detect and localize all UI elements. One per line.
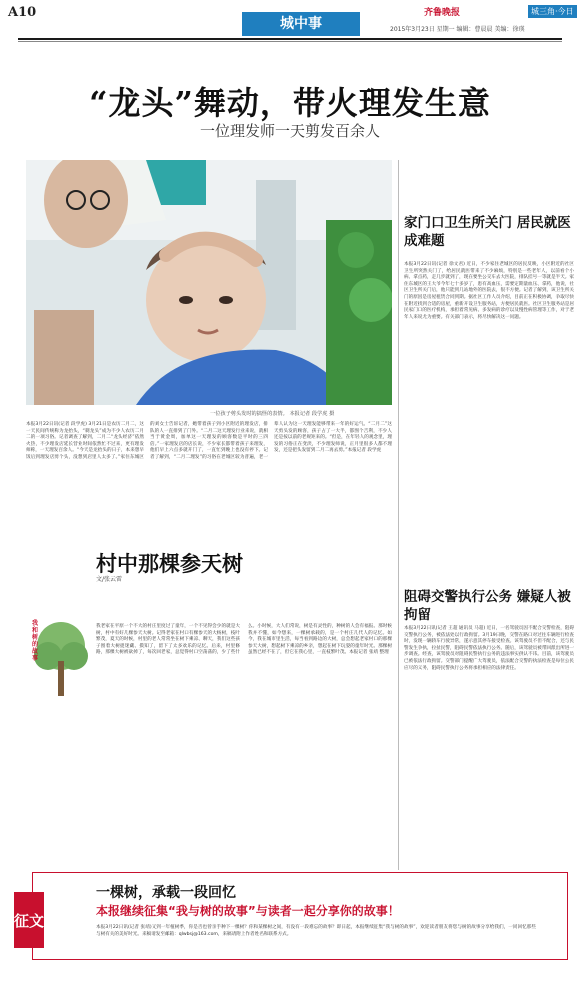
header-rule [18,38,562,40]
police-article-body: 本报3月22日讯(记者 王超 通讯员 马超) 近日，一名驾驶员因不配合交警检查，阻碍交警执行公务，被依法处以行政拘留。3月19日晚，交警在路口对过往车辆进行检查时，发现一辆轿车行驶异常，遂示意其停车接受检查。该驾驶员不但不配合，还与民警发生争执，拉扯民警，阻碍民警依法执行公务。随后，该驾驶员被带回派出所进一步调查。经查，该驾驶员对阻碍民警执行公务的违法事实供认不讳。目前，该驾驶员已被依法行政拘留。交警部门提醒广大驾驶员，依法配合交警的执法检查是每位公民应尽的义务，阻碍民警执行公务将承担相应的法律责任。 [404,626,574,671]
tree-illustration [30,616,92,708]
essay-subtitle: 本报继续征集“我与树的故事”与读者一起分享你的故事！ [96,904,400,918]
tree-article-title: 村中那棵参天树 [96,551,243,576]
section-title: 城中事 [242,12,360,36]
clinic-article-body: 本报3月22日讯(记者 徐文君) 近日，不少家住老城区的居民反映，小区附近的社区卫生所突然关门了，给居民就医带来了不少麻烦，特别是一些老年人，以前看个小病、拿点药，走几步就到了，现在要坐公交车去大医院，排队挂号一等就是半天。家住东城区的王大爷今年七十多岁了，患有高血压，需要定期量血压、拿药，他说，社区卫生所关门后，他只能到几站地外的医院去，很不方便。记者了解到，该卫生所关门的原因是房屋租赁合同到期。据社区工作人员介绍，目前正在积极协调，争取尽快在附近找到合适的房屋，重新开设卫生服务站，方便居民就医。社区卫生服务站是居民家门口的医疗机构，承担着常见病、多发病的诊疗以及慢性病管理等工作，对于老年人来说尤为重要。有关部门表示，将尽快解决这一问题。 [404,262,574,320]
barber-baby-photo [26,160,392,405]
clinic-article-title: 家门口卫生所关门 居民就医成难题 [404,215,571,249]
newspaper-logo: 齐鲁晚报 [424,8,461,18]
police-article-title: 阻碍交警执行公务 嫌疑人被拘留 [404,589,571,623]
essay-tag: 征文 [14,892,44,948]
essay-body: 本报3月22日讯(记者 张靖)又到一年植树季，你是否也曾亲手种下一棵树？你和某棵树之间，有没有一段难忘的故事？即日起，本报继续征集“我与树的故事”，欢迎读者朋友将您与树的故事分享给我们，一同回忆那些与树有关的美好时光。来稿请发至邮箱：qlwbsj@163.com，来稿请附上作者姓名和联系方式。 [96,925,536,937]
essay-title: 一棵树，承载一段回忆 [96,885,236,901]
lead-headline: “龙头”舞动，带火理发生意 [89,84,491,122]
newspaper-edition: 城三角·今日 [528,5,577,18]
tree-article-body: 我老家在平原一个不大的村庄里度过了童年，一个不见得会少的就是大树，村中有好几棵参天大树。记得老家在村口有棵参天的大杨树，枝叶繁茂，夏天的时候，村里的老人常常坐在树下乘凉、聊天，我们这些孩子围着大树捉迷藏、摸知了，留下了太多欢乐的记忆。后来，村里修路，那棵大树被砍掉了，每次回老家，总觉得村口空荡荡的，少了些什么。小时候，大人们常说，树是有灵性的，种树的人会有福报。那时候我并不懂，如今想来，一棵树承载的，是一个村庄几代人的记忆。如今，我在城市里生活，每当看到路边的大树，总会想起老家村口的那棵参天大树，想起树下乘凉的乡亲，想起在树下玩耍的童年时光。那棵树虽然已经不在了，但它在我心里，一直枝繁叶茂。本报记者 张靖 整理 [96,624,392,656]
lead-article-body: 本报3月22日讯(记者 段学虎) 3月21日是农历二月二，这一天民间传统称为龙抬头，“剃龙头”成为不少人农历二月二的一项习俗。记者调查了解到，二月二“龙头经济”依然火热，不少理发店延长营业时间依然忙不过来，更有理发师称，一天理发百余人。“今天是龙抬头的日子，本来想早饭后到理发店剪个头，没想到店里人太多了。”家住东城区的刘女士告诉记者，她带着孩子到小区附近的理发店，排队的人一直排到了门外。“二月二这天理发行业来说，就相当于黄金周，加单这一天理发的顾客数是平时的三四倍。”一家理发店的店长说，不少家长都带着孩子来理发，他们早上六点多就开门了，一直忙到晚上也没有停下。记者了解到，“二月二理发”的习俗在老城区较为普遍，老一辈人认为这一天理发能够带来一年的好运气。“二月二”这天剪头发的顾客，孩子占了一大半，都图个吉利，不少人还是按以前的老规矩来的。“但是，在年轻人的观念里，理发的习俗正在变淡，不少理发师说，正月里很多人都不理发，还是把头发留到二月二再去剪。”本报记者 段学虎 [26,422,392,460]
column-divider [398,160,399,870]
page-number: A10 [8,5,37,20]
tree-column-label: 我和树的故事 [32,620,39,662]
lead-photo [26,160,392,405]
issue-meta: 2015年3月23日 星期一 编辑：曹晨晨 美编：徐瑛 [390,26,525,33]
header-rule-thin [18,41,562,42]
photo-caption: 一位孩子剪头发时的搞怪的表情。 本报记者 段学虎 摄 [210,411,335,417]
lead-subhead: 一位理发师一天剪发百余人 [199,122,380,140]
tree-article-byline: 文/张云雷 [96,576,123,583]
